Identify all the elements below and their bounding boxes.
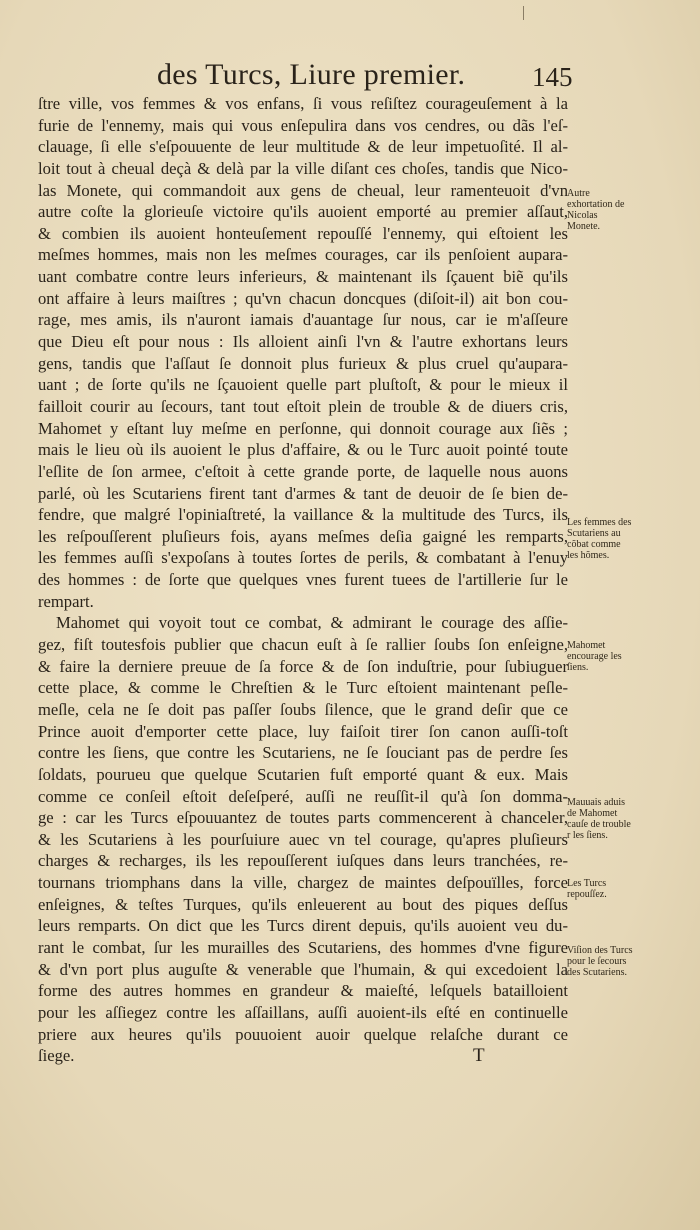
text-line: Mahomet y eſtant luy meſme en perſonne, qui donnoit courage aux ſiẽs ;	[38, 418, 568, 438]
text-line: ſtre ville, vos femmes & vos enfans, ſi vous reſiſtez courageuſement à la	[38, 94, 568, 113]
page-edge-mark	[523, 6, 524, 20]
text-line: gens, tandis que l'aſſaut ſe donnoit plus furieux & plus cruel qu'aupara-	[38, 353, 568, 373]
text-line: meſmes hommes, mais non les meſmes courages, car ils penſoient aupara-	[38, 245, 568, 265]
text-line: contre les ſiens, que contre les Scutariens, ne ſe ſouciant pas de perdre ſes	[38, 743, 568, 763]
page-number: 145	[532, 62, 573, 92]
text-line: rage, mes amis, ils n'auront iamais d'auantage ſur nous, car ie m'aſſeure	[38, 310, 568, 330]
text-line: que Dieu eſt pour nous : Ils alloient ainſi l'vn & l'autre exhortans leurs	[38, 332, 568, 352]
margin-note: Les Turcs repouſſez.	[567, 878, 607, 900]
text-line: les femmes auſſi s'expoſans à toutes ſortes de perils, & combatant à l'enuy	[38, 548, 568, 568]
running-title: des Turcs, Liure premier.	[157, 58, 466, 91]
text-line: & faire la derniere preuue de ſa force & de ſon induſtrie, pour ſubiuguer	[38, 656, 568, 676]
text-line: uant combatre contre leurs inferieurs, & maintenant ils ſçauent biẽ qu'ils	[38, 267, 568, 287]
text-line: ont affaire à leurs maiſtres ; qu'vn chacun doncques (diſoit-il) ait bon cou-	[38, 288, 568, 308]
text-line: rempart.	[38, 591, 94, 611]
text-line: charges & recharges, ils les repouſſerent iuſques dans leurs tranchées, re-	[38, 851, 568, 871]
text-line: clauage, ſi elle s'eſpouuente de leur multitude & de leur impetuoſité. Il al-	[38, 137, 568, 157]
text-line: las Monete, qui commandoit aux gens de cheual, leur ramenteuoit d'vn	[38, 180, 568, 200]
text-line: fendre, que malgré l'opiniaſtreté, la vaillance & la multitude des Turcs, ils	[38, 505, 568, 525]
text-line: mais le lieu où ils auoient le plus d'affaire, & ou le Turc auoit pointé toute	[38, 440, 568, 460]
text-line: & combien ils auoient honteuſement repouſſé l'ennemy, qui eſtoient les	[38, 223, 568, 243]
text-line: pour les aſſiegez contre les aſſaillans, auſſi auoient-ils eſté en continuelle	[38, 1002, 568, 1022]
main-text	[38, 93, 568, 1067]
text-line: enſeignes, & teſtes Turques, qu'ils enleuerent au bout des piques deſſus	[38, 894, 568, 914]
text-line: furie de l'ennemy, mais qui vous enſepulira dans vos cendres, ou dãs l'eſ-	[38, 115, 568, 135]
margin-note: Les femmes des Scutariens au cõbat comme les hõmes.	[567, 517, 632, 561]
text-line: des hommes : de ſorte que quelques vnes furent tuees de l'artillerie ſur le	[38, 570, 568, 590]
text-line: les reſpouſſerent pluſieurs fois, ayans meſmes deſia gaigné les remparts,	[38, 526, 568, 546]
text-line: gez, fiſt toutesfois publier que chacun euſt à ſe rallier ſoubs ſon enſeigne,	[38, 635, 568, 655]
text-line: ſiege.	[38, 1046, 75, 1066]
text-line: & d'vn port plus auguſte & venerable que l'humain, & qui excedoient la	[38, 959, 568, 979]
margin-note: Autre exhortation de Nicolas Monete.	[567, 188, 625, 232]
text-line: leurs remparts. On dict que les Turcs dirent depuis, qu'ils auoient veu du-	[38, 916, 568, 936]
text-line: autre coſte la glorieuſe victoire qu'ils auoient emporté au premier aſſaut,	[38, 202, 568, 222]
text-line: rant le combat, ſur les murailles des Scutariens, des hommes d'vne figure	[38, 937, 568, 957]
text-line: uant ; de ſorte qu'ils ne ſçauoient quelle part pluſtoſt, & pour le mieux il	[38, 375, 568, 395]
margin-note: Viſion des Turcs pour le ſecours des Scutariens.	[567, 945, 633, 978]
text-line: loit tout à cheual deçà & delà par la ville diſant ces choſes, tandis que Nico-	[38, 158, 568, 178]
text-line: cette place, & comme le Chreſtien & le Turc eſtoient maintenant peſle-	[38, 678, 568, 698]
text-line: comme ce conſeil eſtoit deſeſperé, auſſi ne reuſſit-il qu'à ſon domma-	[38, 786, 568, 806]
text-line: failloit courir au ſecours, tant tout eſtoit plein de trouble & de diuers cris,	[38, 396, 568, 416]
text-line: tournans triomphans dans la ville, chargez de maintes deſpouïlles, force	[38, 873, 568, 893]
text-line: ge : car les Turcs eſpouuantez de toutes parts commencerent à chanceler,	[38, 808, 568, 828]
text-line: Mahomet qui voyoit tout ce combat, & admirant le courage des aſſie-	[56, 613, 568, 633]
text-line: parlé, où les Scutariens firent tant d'armes & tant de deuoir de ſe bien de-	[38, 483, 568, 503]
text-line: & les Scutariens à les pourſuiure auec vn tel courage, qu'apres pluſieurs	[38, 829, 568, 849]
text-line: forme des autres hommes en grandeur & maieſté, leſquels bataillоient	[38, 981, 568, 1001]
text-line: l'eſlite de ſon armee, c'eſtoit à cette grande porte, de laquelle nous auons	[38, 461, 568, 481]
signature-mark: T	[473, 1045, 485, 1066]
text-line: ſoldats, pourueu que quelque Scutarien fuſt emporté quant & eux. Mais	[38, 764, 568, 784]
text-line: meſle, cela ne ſe doit pas paſſer ſoubs ſilence, que le grand deſir que ce	[38, 699, 568, 719]
margin-note: Mauuais aduis de Mahomet cauſe de trouble r les ſiens.	[567, 797, 631, 841]
text-line: Prince auoit d'emporter cette place, luy faiſoit tirer ſon canon auſſi-toſt	[38, 721, 568, 741]
text-line: priere aux heures qu'ils pouuoient auoir quelque relaſche durant ce	[38, 1024, 568, 1044]
margin-note: Mahomet encourage les ſiens.	[567, 640, 622, 673]
